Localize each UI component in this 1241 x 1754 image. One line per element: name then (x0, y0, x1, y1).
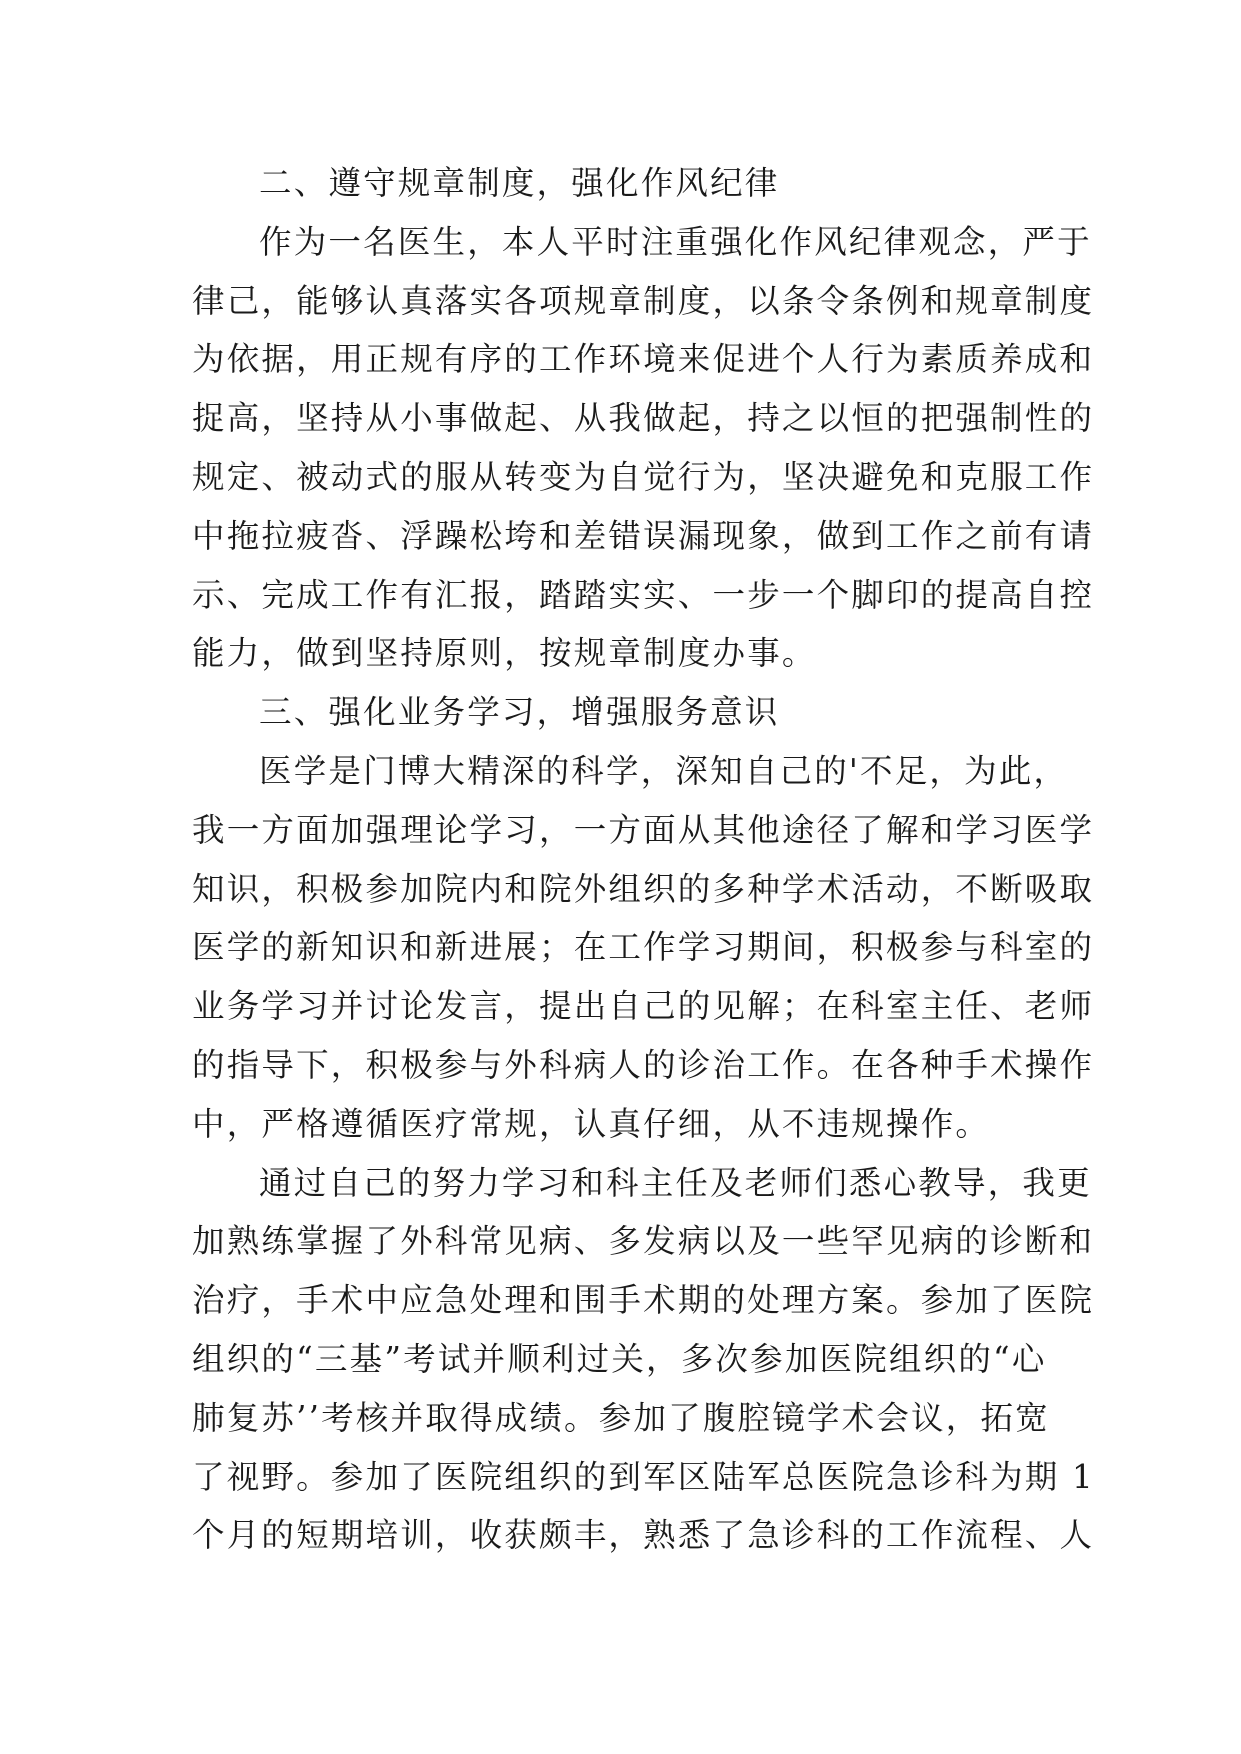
paragraph-line: 我一方面加强理论学习，一方面从其他途径了解和学习医学 (192, 810, 1095, 849)
paragraph-line: 律己，能够认真落实各项规章制度，以条令条例和规章制度 (192, 281, 1095, 320)
paragraph-line: 中拖拉疲沓、浮躁松垮和差错误漏现象，做到工作之前有请 (192, 516, 1095, 555)
paragraph-line: 的指导下，积极参与外科病人的诊治工作。在各种手术操作 (192, 1045, 1095, 1084)
paragraph-line: 规定、被动式的服从转变为自觉行为，坚决避免和克服工作 (192, 457, 1095, 496)
paragraph-first-line: 作为一名医生，本人平时注重强化作风纪律观念，严于 (259, 222, 1092, 261)
paragraph-line: 治疗，手术中应急处理和围手术期的处理方案。参加了医院 (192, 1281, 1095, 1320)
paragraph-line: 中，严格遵循医疗常规，认真仔细，从不违规操作。 (192, 1104, 991, 1143)
paragraph-line: 能力，做到坚持原则，按规章制度办事。 (192, 634, 817, 673)
paragraph-first-line: 通过自己的努力学习和科主任及老师们悉心教导，我更 (259, 1163, 1092, 1202)
paragraph-first-line: 医学是门博大精深的科学，深知自己的'不足，为此， (259, 751, 1069, 790)
paragraph-line: 知识，积极参加院内和院外组织的多种学术活动，不断吸取 (192, 869, 1095, 908)
paragraph-line: 捉高，坚持从小事做起、从我做起，持之以恒的把强制性的 (192, 399, 1095, 438)
paragraph-line: 医学的新知识和新进展；在工作学习期间，积极参与科室的 (192, 928, 1095, 967)
paragraph-line: 示、完成工作有汇报，踏踏实实、一步一个脚印的提高自控 (192, 575, 1095, 614)
section-heading: 三、强化业务学习，增强服务意识 (259, 693, 780, 732)
section-heading: 二、遵守规章制度，强化作风纪律 (259, 164, 780, 202)
paragraph-line: 加熟练掌握了外科常见病、多发病以及一些罕见病的诊断和 (192, 1222, 1095, 1261)
paragraph-line: 业务学习并讨论发言，提出自己的见解；在科室主任、老师 (192, 987, 1095, 1026)
paragraph-line: 了视野。参加了医院组织的到军区陆军总医院急诊科为期 1 (192, 1457, 1095, 1496)
paragraph-line: 组织的“三基”考试并顺利过关，多次参加医院组织的“心 (192, 1339, 1047, 1378)
paragraph-line: 肺复苏’’考核并取得成绩。参加了腹腔镜学术会议，拓宽 (192, 1398, 1050, 1437)
document-body (192, 154, 1095, 1565)
paragraph-line: 个月的短期培训，收获颇丰，熟悉了急诊科的工作流程、人 (192, 1516, 1095, 1555)
paragraph-line: 为依据，用正规有序的工作环境来促进个人行为素质养成和 (192, 340, 1095, 379)
